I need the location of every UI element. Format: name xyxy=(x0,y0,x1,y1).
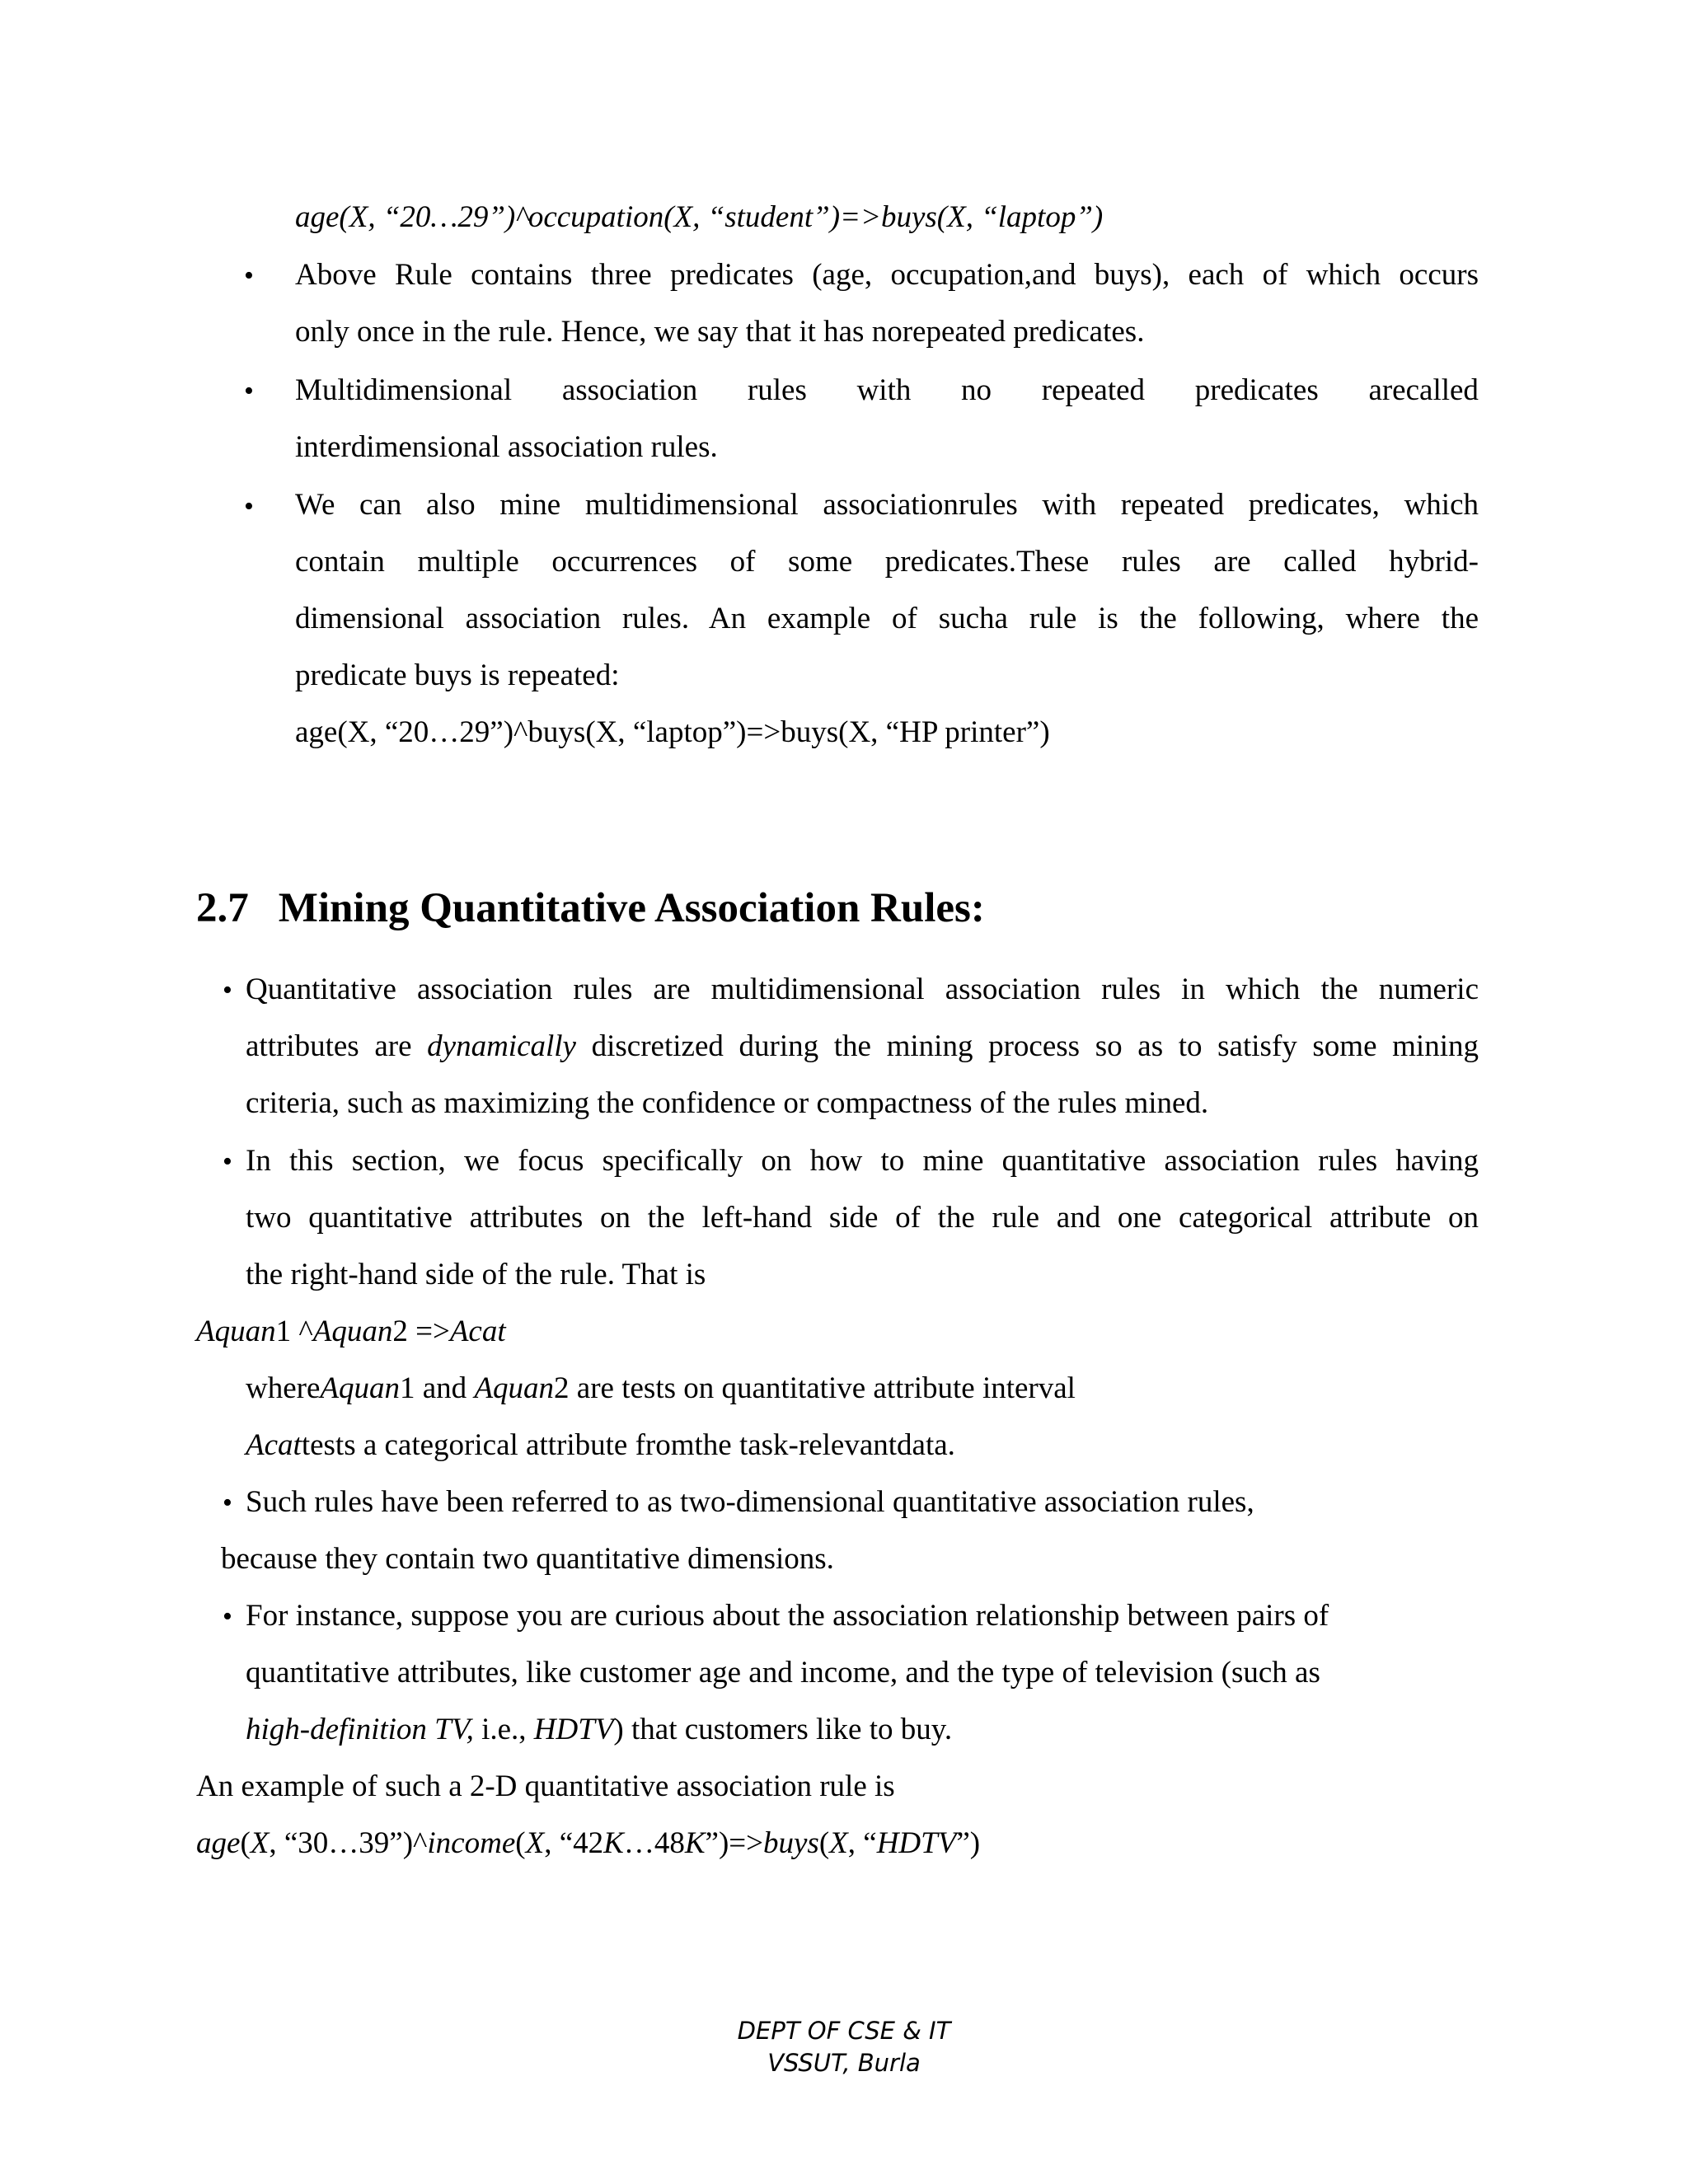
text: , “42 xyxy=(544,1826,604,1860)
paragraph-line xyxy=(246,1714,952,1745)
text: discretized during the mining process so as to satisfy some mining xyxy=(575,1029,1479,1063)
text: , “ xyxy=(847,1826,877,1860)
text: 2 are tests on quantitative attribute interval xyxy=(554,1371,1076,1405)
text: 1 and xyxy=(400,1371,475,1405)
word: repeated xyxy=(1041,373,1146,407)
text: 2 => xyxy=(392,1315,450,1348)
formula xyxy=(196,1316,506,1347)
text: ( xyxy=(240,1826,251,1860)
footer-dept: DEPT OF CSE & IT xyxy=(737,2017,951,2045)
example-rule xyxy=(196,1828,980,1858)
paragraph-line: criteria, such as maximizing the confidence or compactness of the rules mined. xyxy=(246,1086,1209,1120)
section-number: 2.7 xyxy=(196,885,249,931)
acat-line xyxy=(246,1430,955,1460)
var: buys xyxy=(763,1826,819,1860)
var: X xyxy=(525,1826,545,1860)
bullet-icon: • xyxy=(244,260,254,291)
text: ”)=> xyxy=(705,1826,763,1860)
word: no xyxy=(961,373,992,407)
var: Aquan xyxy=(320,1371,400,1405)
footer-institute: VSSUT, Burla xyxy=(767,2049,921,2077)
var: Aquan xyxy=(312,1315,393,1348)
section-heading xyxy=(196,884,985,932)
var: Aquan xyxy=(196,1315,276,1348)
text: …48 xyxy=(623,1826,685,1860)
paragraph-line: two quantitative attributes on the left-hand side of the rule and one categorical attribute on xyxy=(246,1201,1479,1235)
text: ) that customers like to buy. xyxy=(613,1713,953,1746)
text: ”) xyxy=(956,1826,981,1860)
paragraph-line: dimensional association rules. An example of sucha rule is the following, where the xyxy=(295,602,1479,635)
var: X xyxy=(250,1826,270,1860)
var: Acat xyxy=(246,1428,302,1462)
paragraph-line: We can also mine multidimensional associationrules with repeated predicates, which xyxy=(295,488,1479,522)
word: rules xyxy=(747,373,807,407)
paragraph-line: For instance, suppose you are curious about the association relationship between pairs of xyxy=(246,1599,1329,1633)
paragraph-line: In this section, we focus specifically on how to mine quantitative association rules having xyxy=(246,1144,1479,1178)
example-intro: An example of such a 2-D quantitative association rule is xyxy=(196,1769,895,1803)
var: HDTV xyxy=(876,1826,957,1860)
text: , “30…39”)^ xyxy=(269,1826,428,1860)
paragraph-line: quantitative attributes, like customer age and income, and the type of television (such as xyxy=(246,1656,1320,1690)
word: Multidimensional xyxy=(295,373,513,407)
paragraph-line-spaced xyxy=(295,375,1479,405)
text: 1 ^ xyxy=(275,1315,313,1348)
word: predicates xyxy=(1194,373,1319,407)
paragraph-line: Above Rule contains three predicates (age, occupation,and buys), each of which occurs xyxy=(295,258,1479,292)
emphasis: high-definition TV, xyxy=(246,1713,474,1746)
bullet-icon: • xyxy=(223,1601,232,1632)
paragraph-line: interdimensional association rules. xyxy=(295,430,718,464)
bullet-icon: • xyxy=(223,975,232,1005)
emphasis: dynamically xyxy=(427,1029,576,1063)
text: attributes are xyxy=(246,1029,428,1063)
var: K xyxy=(684,1826,706,1860)
paragraph-line: Such rules have been referred to as two-dimensional quantitative association rules, xyxy=(246,1485,1254,1519)
bullet-icon: • xyxy=(244,491,254,522)
bullet-icon: • xyxy=(223,1488,232,1518)
text: i.e., xyxy=(473,1713,534,1746)
var: income xyxy=(427,1826,516,1860)
paragraph-line xyxy=(246,1031,1479,1062)
where-line xyxy=(246,1373,1076,1404)
bullet-icon: • xyxy=(223,1146,232,1177)
text: ( xyxy=(515,1826,526,1860)
paragraph-line: the right-hand side of the rule. That is xyxy=(246,1258,706,1291)
paragraph-line: contain multiple occurrences of some predicates.These rules are called hybrid- xyxy=(295,545,1479,579)
rule-example: age(X, “20…29”)^buys(X, “laptop”)=>buys(X, “HP printer”) xyxy=(295,715,1050,749)
top-rule: age(X, “20…29”)^occupation(X, “student”)=>buys(X, “laptop”) xyxy=(295,200,1104,234)
paragraph-line: only once in the rule. Hence, we say that it has norepeated predicates. xyxy=(295,315,1145,349)
text: where xyxy=(246,1371,321,1405)
bullet-icon: • xyxy=(244,376,254,406)
paragraph-line: predicate buys is repeated: xyxy=(295,658,620,692)
emphasis: HDTV xyxy=(533,1713,614,1746)
word: with xyxy=(856,373,912,407)
word: arecalled xyxy=(1368,373,1479,407)
var: Aquan xyxy=(474,1371,555,1405)
var: age xyxy=(196,1826,241,1860)
var: Acat xyxy=(449,1315,506,1348)
section-title: Mining Quantitative Association Rules: xyxy=(278,885,985,931)
text: ( xyxy=(818,1826,830,1860)
word: association xyxy=(561,373,698,407)
paragraph-line: Quantitative association rules are multidimensional association rules in which the numeric xyxy=(246,972,1479,1006)
var: K xyxy=(603,1826,624,1860)
paragraph-line: because they contain two quantitative dimensions. xyxy=(221,1542,834,1576)
var: X xyxy=(829,1826,848,1860)
text: tests a categorical attribute fromthe task-relevantdata. xyxy=(301,1428,955,1462)
